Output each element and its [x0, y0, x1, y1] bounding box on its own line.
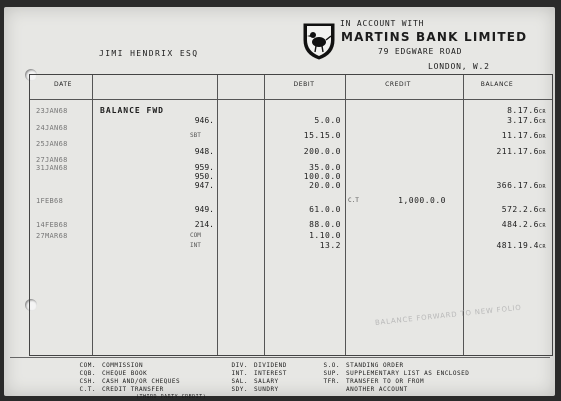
row-debit-amount: 15.15.0 [303, 131, 341, 140]
legend-mid-item: SDY. SUNDRY [231, 386, 279, 393]
legend-right-item: TFR. TRANSFER TO OR FROM [323, 378, 425, 385]
row-credit-amount: 1,000.0.0 [398, 196, 446, 205]
legend-mid-item: SAL. SALARY [231, 378, 279, 385]
column-header-date: DATE [53, 81, 72, 88]
legend-right-item: ANOTHER ACCOUNT [346, 386, 408, 393]
row-balance-amount: 11.17.6 [501, 131, 539, 140]
column-divider [264, 75, 265, 355]
legend-left-item: C.T. CREDIT TRANSFER [79, 386, 164, 393]
row-debit-amount: 20.0.0 [309, 181, 341, 190]
row-debit-amount: 61.0.0 [309, 205, 341, 214]
row-debit-amount: 13.2 [319, 241, 341, 250]
row-type-code: C.T [348, 197, 359, 204]
legend-mid-item: DIV. DIVIDEND [231, 362, 287, 369]
footer-divider [10, 357, 550, 358]
row-debit-amount: 88.0.0 [309, 220, 341, 229]
row-balance [470, 205, 546, 216]
row-balance [470, 131, 546, 142]
row-cheque-number: 959. [194, 163, 214, 172]
row-date: 27JAN68 [36, 156, 68, 164]
row-debit-amount: 35.0.0 [309, 163, 341, 172]
row-type-code: COM [190, 232, 201, 239]
column-header-debit: DEBIT [293, 81, 315, 88]
row-balance [470, 147, 546, 158]
row-description: BALANCE FWD [100, 106, 164, 115]
transactions-table [29, 74, 553, 356]
row-balance-suffix: DR [538, 134, 546, 140]
row-cheque-number: 947. [194, 181, 214, 190]
row-cheque-number: 949. [194, 205, 214, 214]
row-balance-amount: 3.17.6 [507, 116, 539, 125]
row-cheque-number: 214. [194, 220, 214, 229]
row-balance-suffix: DR [538, 184, 546, 190]
row-cheque-number: 948. [194, 147, 214, 156]
row-type-code: INT [190, 242, 201, 249]
row-balance-suffix: CR [538, 109, 546, 115]
column-divider [92, 75, 93, 355]
row-balance-amount: 572.2.6 [501, 205, 539, 214]
legend-left-item: COM. COMMISSION [79, 362, 144, 369]
row-cheque-number: 950. [194, 172, 214, 181]
row-cheque-number: 946. [194, 116, 214, 125]
row-debit-amount: 5.0.0 [314, 116, 341, 125]
bank-crest-logo [302, 20, 336, 60]
column-divider [345, 75, 346, 355]
row-balance [470, 220, 546, 231]
account-holder-name: JIMI HENDRIX ESQ [99, 49, 199, 58]
row-balance-amount: 481.19.4 [496, 241, 539, 250]
row-balance-suffix: DR [538, 150, 546, 156]
legend-right-item: S.O. STANDING ORDER [323, 362, 404, 369]
row-type-code: SBT [190, 132, 201, 139]
row-balance-amount: 8.17.6 [507, 106, 539, 115]
bank-address-line2: LONDON, W.2 [428, 62, 490, 71]
bank-statement-sheet [4, 7, 555, 400]
row-date: 14FEB68 [36, 221, 68, 229]
row-balance [470, 241, 546, 252]
row-date: 1FEB68 [36, 197, 64, 205]
row-balance-suffix: CR [538, 223, 546, 229]
row-balance [470, 181, 546, 192]
column-header-balance: BALANCE [480, 81, 514, 88]
row-date: 27MAR68 [36, 232, 68, 240]
row-date: 25JAN68 [36, 140, 68, 148]
in-account-with-label: IN ACCOUNT WITH [340, 19, 425, 28]
balance-forward-stamp: BALANCE FORWARD TO NEW FOLIO [374, 303, 522, 327]
column-divider [217, 75, 218, 355]
legend-mid-item: INT. INTEREST [231, 370, 287, 377]
row-debit-amount: 100.0.0 [303, 172, 341, 181]
row-balance-suffix: CR [538, 244, 546, 250]
legend-left-item: CQB. CHEQUE BOOK [79, 370, 148, 377]
legend-left-note: (THIRD PARTY CREDIT) [136, 394, 207, 400]
bank-name: MARTINS BANK LIMITED [341, 30, 528, 44]
bank-address-line1: 79 EDGWARE ROAD [378, 47, 463, 56]
row-balance-amount: 366.17.6 [496, 181, 539, 190]
legend-right-item: SUP. SUPPLEMENTARY LIST AS ENCLOSED [323, 370, 470, 377]
row-date: 31JAN68 [36, 164, 68, 172]
row-balance [470, 116, 546, 127]
row-balance-suffix: CR [538, 119, 546, 125]
row-balance-suffix: CR [538, 208, 546, 214]
row-date: 24JAN68 [36, 124, 68, 132]
row-debit-amount: 200.0.0 [303, 147, 341, 156]
column-header-credit: CREDIT [385, 81, 411, 88]
row-balance-amount: 484.2.6 [501, 220, 539, 229]
row-date: 23JAN68 [36, 107, 68, 115]
row-balance-amount: 211.17.6 [496, 147, 539, 156]
row-debit-amount: 1.10.0 [309, 231, 341, 240]
legend-left-item: CSH. CASH AND/OR CHEQUES [79, 378, 181, 385]
